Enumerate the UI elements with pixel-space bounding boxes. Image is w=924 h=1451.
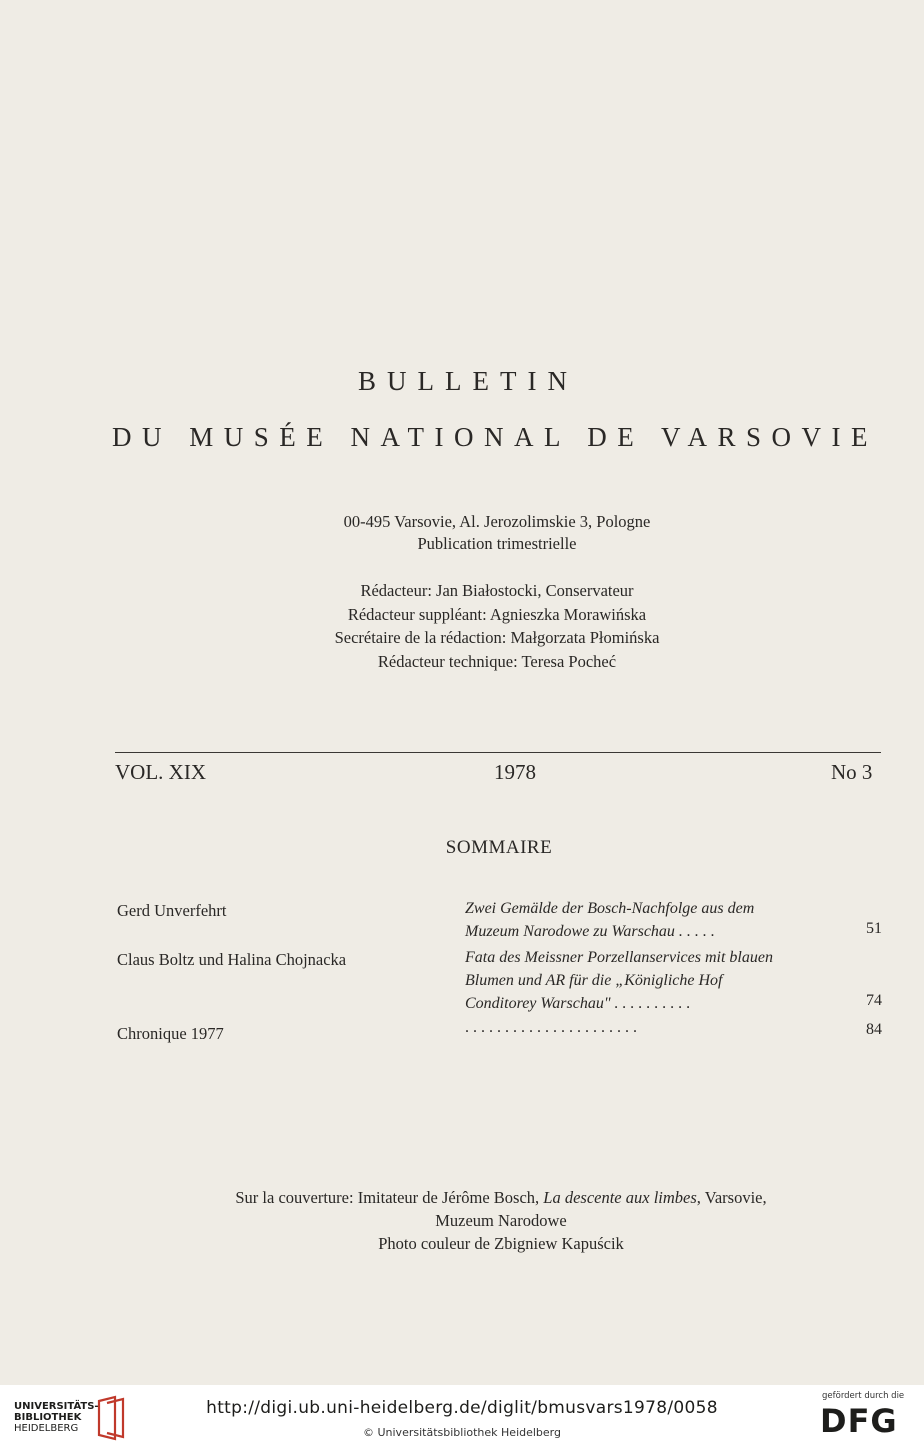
permalink-url[interactable]: http://digi.ub.uni-heidelberg.de/diglit/bmusvars1978/0058 [206, 1398, 718, 1418]
staff-line: Rédacteur suppléant: Agnieszka Morawińska [347, 604, 647, 624]
staff-line: Rédacteur technique: Teresa Pocheć [377, 651, 617, 671]
toc-title-line: . . . . . . . . . . . . . . . . . . . . . . [465, 1019, 637, 1036]
toc-page: 51 [866, 920, 882, 937]
year-label: 1978 [494, 760, 536, 784]
dfg-logo: DFG [820, 1402, 898, 1440]
toc-leader [465, 1016, 835, 1039]
cover-artwork-title: La descente aux limbes [543, 1188, 697, 1207]
library-name-line: HEIDELBERG [14, 1423, 79, 1434]
toc-author: Claus Boltz und Halina Chojnacka [117, 950, 347, 969]
funded-by-label: gefördert durch die [822, 1391, 905, 1401]
bulletin-title: BULLETIN [358, 366, 578, 396]
cover-line: Muzeum Narodowe [435, 1211, 567, 1230]
toc-author: Gerd Unverfehrt [117, 901, 227, 920]
divider-rule [115, 752, 881, 753]
toc-page: 84 [866, 1021, 882, 1038]
cover-text: , Varsovie, [696, 1188, 767, 1207]
address-line: 00-495 Varsovie, Al. Jerozolimskie 3, Pologne [343, 512, 651, 531]
cover-line [0, 1186, 924, 1209]
toc-title-line: Blumen und AR für die „Königliche Hof [465, 972, 723, 989]
issue-number: No 3 [831, 760, 873, 784]
toc-title-line: Muzeum Narodowe zu Warschau . . . . . [465, 923, 715, 940]
cover-text: Sur la couverture: Imitateur de Jérôme Bosch, [235, 1188, 544, 1207]
toc-title-line: Conditorey Warschau" . . . . . . . . . . [465, 995, 691, 1012]
toc-title-line: Zwei Gemälde der Bosch-Nachfolge aus dem [465, 900, 755, 917]
address-block [0, 511, 924, 555]
toc-page: 74 [866, 992, 882, 1009]
staff-line: Secrétaire de la rédaction: Małgorzata Płomińska [334, 628, 660, 647]
sommaire-heading: SOMMAIRE [445, 837, 553, 858]
footer-bar [0, 1385, 924, 1451]
toc-title [465, 946, 835, 1015]
copyright-notice: © Universitätsbibliothek Heidelberg [362, 1426, 561, 1439]
toc-title-line: Fata des Meissner Porzellanservices mit blauen [465, 949, 773, 966]
library-name-line: BIBLIOTHEK [14, 1412, 82, 1423]
toc-title [465, 897, 835, 943]
volume-label: VOL. XIX [115, 760, 206, 784]
museum-title: DU MUSÉE NATIONAL DE VARSOVIE [112, 422, 879, 452]
staff-line: Rédacteur: Jan Białostocki, Conservateur [360, 581, 634, 600]
toc-author: Chronique 1977 [117, 1024, 224, 1043]
cover-credit [0, 1186, 924, 1255]
editorial-staff [0, 579, 924, 673]
cover-line: Photo couleur de Zbigniew Kapuścik [378, 1234, 624, 1253]
library-name-line: UNIVERSITÄTS- [14, 1401, 99, 1412]
publication-frequency: Publication trimestrielle [417, 534, 577, 553]
